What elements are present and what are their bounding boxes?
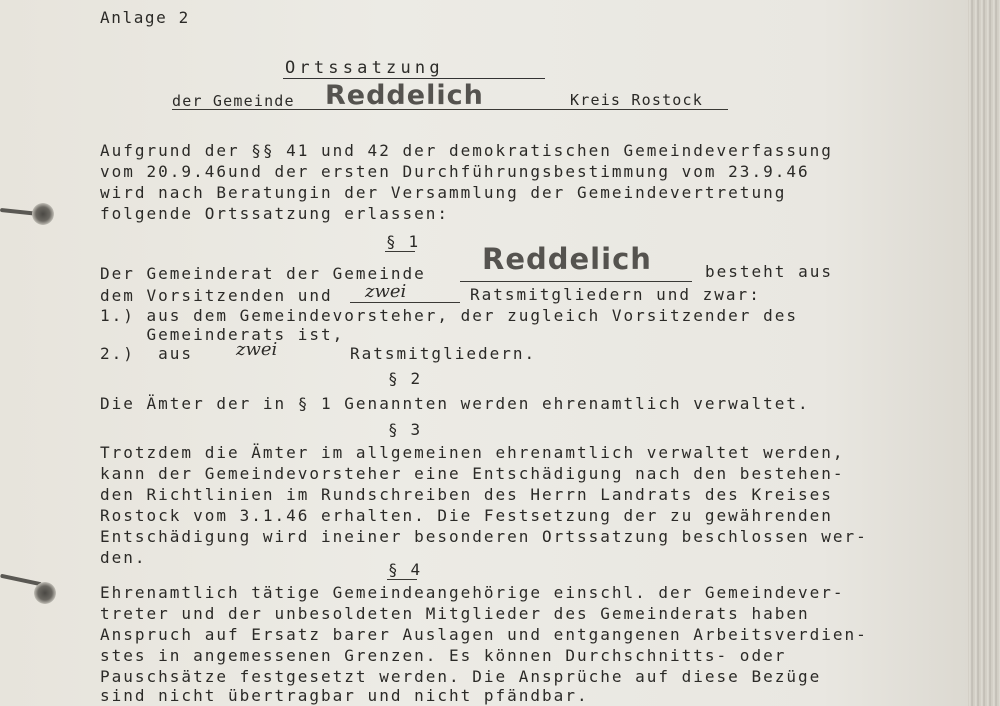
- section-1-item: Ratsmitgliedern.: [350, 344, 537, 363]
- preamble-line: Aufgrund der §§ 41 und 42 der demokratischen Gemeindeverfassung: [100, 141, 833, 160]
- section-3-text: kann der Gemeindevorsteher eine Entschädigung nach den bestehen-: [100, 464, 845, 483]
- fill-underline: [350, 302, 460, 303]
- section-3-text: den.: [100, 548, 147, 567]
- section-1-item: Gemeinderats ist,: [100, 325, 345, 344]
- section-3-text: den Richtlinien im Rundschreiben des Herrn Landrats des Kreises: [100, 485, 833, 504]
- section-3-heading: § 3: [388, 420, 422, 439]
- section-1-item: 1.) aus dem Gemeindevorsteher, der zugleich Vorsitzender des: [100, 306, 798, 325]
- preamble-line: folgende Ortssatzung erlassen:: [100, 204, 449, 223]
- section-4-text: sind nicht übertragbar und nicht pfändbar.: [100, 686, 589, 705]
- annex-label: Anlage 2: [100, 8, 190, 27]
- section-1-text: dem Vorsitzenden und: [100, 286, 333, 305]
- section-4-text: Anspruch auf Ersatz barer Auslagen und entgangenen Arbeitsverdien-: [100, 625, 868, 644]
- section-4-text: stes in angemessenen Grenzen. Es können Durchschnitts- oder: [100, 646, 787, 665]
- handwritten-number: zwei: [236, 339, 278, 360]
- section-1-heading: § 1: [386, 232, 420, 251]
- section-4-text: treter und der unbesoldeten Mitglieder des Gemeinderats haben: [100, 604, 810, 623]
- section-1-text: Der Gemeinderat der Gemeinde: [100, 264, 426, 283]
- punch-hole: [32, 203, 54, 225]
- section-4-text: Pauschsätze festgesetzt werden. Die Ansprüche auf diese Bezüge: [100, 667, 822, 686]
- preamble-line: wird nach Beratungin der Versammlung der Gemeindevertretung: [100, 183, 787, 202]
- municipality-stamp: Reddelich: [482, 242, 652, 276]
- section-heading-underline: [385, 251, 415, 252]
- handwritten-number: zwei: [365, 281, 407, 302]
- header-prefix: der Gemeinde: [172, 92, 295, 110]
- section-4-text: Ehrenamtlich tätige Gemeindeangehörige einschl. der Gemeindever-: [100, 583, 845, 602]
- document-title: Ortssatzung: [285, 58, 444, 78]
- title-underline: [283, 78, 545, 79]
- section-1-text: Ratsmitgliedern und zwar:: [470, 285, 761, 304]
- section-1-item: 2.) aus: [100, 344, 194, 363]
- section-3-text: Rostock vom 3.1.46 erhalten. Die Festsetzung der zu gewährenden: [100, 506, 833, 525]
- section-heading-underline: [387, 579, 417, 580]
- section-2-heading: § 2: [388, 369, 422, 388]
- punch-hole: [34, 582, 56, 604]
- preamble-line: vom 20.9.46und der ersten Durchführungsbestimmung vom 23.9.46: [100, 162, 810, 181]
- header-suffix: Kreis Rostock: [570, 91, 703, 109]
- section-3-text: Entschädigung wird ineiner besonderen Ortssatzung beschlossen wer-: [100, 527, 868, 546]
- page-stack-edge: [968, 0, 1000, 706]
- header-underline: [172, 109, 728, 110]
- municipality-stamp: Reddelich: [325, 80, 484, 111]
- section-1-text: besteht aus: [705, 262, 833, 281]
- section-4-heading: § 4: [388, 560, 422, 579]
- section-2-text: Die Ämter der in § 1 Genannten werden ehrenamtlich verwaltet.: [100, 394, 810, 413]
- fill-underline: [460, 281, 692, 282]
- section-3-text: Trotzdem die Ämter im allgemeinen ehrenamtlich verwaltet werden,: [100, 443, 845, 462]
